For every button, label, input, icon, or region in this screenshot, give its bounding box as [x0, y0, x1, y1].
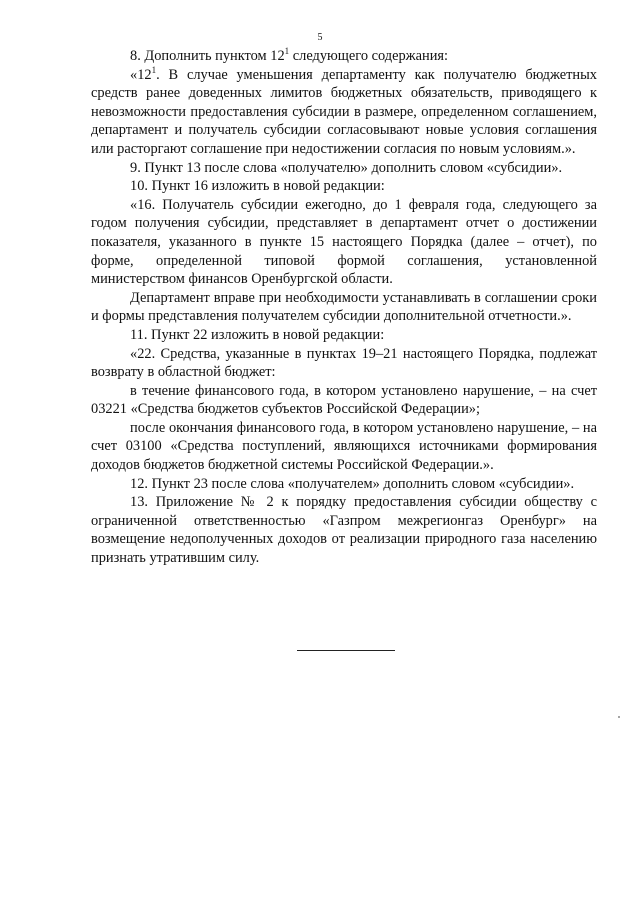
- document-body: [91, 47, 597, 568]
- item-10-intro: 10. Пункт 16 изложить в новой редакции:: [130, 178, 385, 195]
- item-8-intro-tail: следующего содержания:: [289, 48, 449, 64]
- item-11-intro: 11. Пункт 22 изложить в новой редакции:: [130, 326, 385, 343]
- item-11-paragraph-1: «22. Средства, указанные в пунктах 19–21 настоящего Порядка, подлежат возврату в областной бюджет:: [91, 345, 597, 381]
- item-11-paragraph-3: после окончания финансового года, в котором установлено нарушение, – на счет 03100 «Средства поступлений, являющихся источниками формирования доходов бюджетов бюджетной системы Российской Федерации.».: [91, 419, 597, 474]
- item-11-paragraph-2: в течение финансового года, в котором установлено нарушение, – на счет 03221 «Средства бюджетов субъектов Российской Федерации»;: [91, 382, 597, 418]
- item-8-intro-text: 8. Дополнить пунктом 12: [130, 48, 285, 64]
- item-10-paragraph-2: Департамент вправе при необходимости устанавливать в соглашении сроки и формы представления получателем субсидии дополнительной отчетности.».: [91, 289, 597, 325]
- item-13: 13. Приложение № 2 к порядку предоставления субсидии обществу с ограниченной ответственностью «Газпром межрегионгаз Оренбург» на возмещение недополученных доходов от реализации природного газа населению признать утратившим силу.: [91, 494, 597, 567]
- item-8-quote-text: . В случае уменьшения департаменту как получателю бюджетных средств ранее доведенных лимитов бюджетных обязательств, приводящего к невозможности предоставления субсидии в размере, определенном соглашением, департамент и получатель субсидии согласовывают новые условия соглашения или расторгают соглашение при недостижении согласия по новым условиям.».: [91, 66, 597, 157]
- item-9: 9. Пункт 13 после слова «получателю» дополнить словом «субсидии».: [130, 159, 563, 176]
- item-12: 12. Пункт 23 после слова «получателем» дополнить словом «субсидии».: [130, 475, 575, 492]
- item-8-intro-superscript: 1: [284, 46, 290, 57]
- item-10-paragraph-1: «16. Получатель субсидии ежегодно, до 1 февраля года, следующего за годом получения субсидии, представляет в департамент отчет о достижении показателя, указанного в пункте 15 настоящего Порядка (далее – отчет), по форме, определенной типовой формой соглашения, установленной министерством финансов Оренбургской области.: [91, 196, 597, 288]
- item-8-quote-superscript: 1: [151, 64, 157, 75]
- item-8-intro: [91, 47, 597, 66]
- item-8-quote: [91, 66, 597, 159]
- closing-rule: [297, 650, 395, 651]
- scan-speck: [618, 716, 620, 718]
- item-8-quote-open: «12: [130, 66, 152, 83]
- page-number: 5: [317, 32, 323, 43]
